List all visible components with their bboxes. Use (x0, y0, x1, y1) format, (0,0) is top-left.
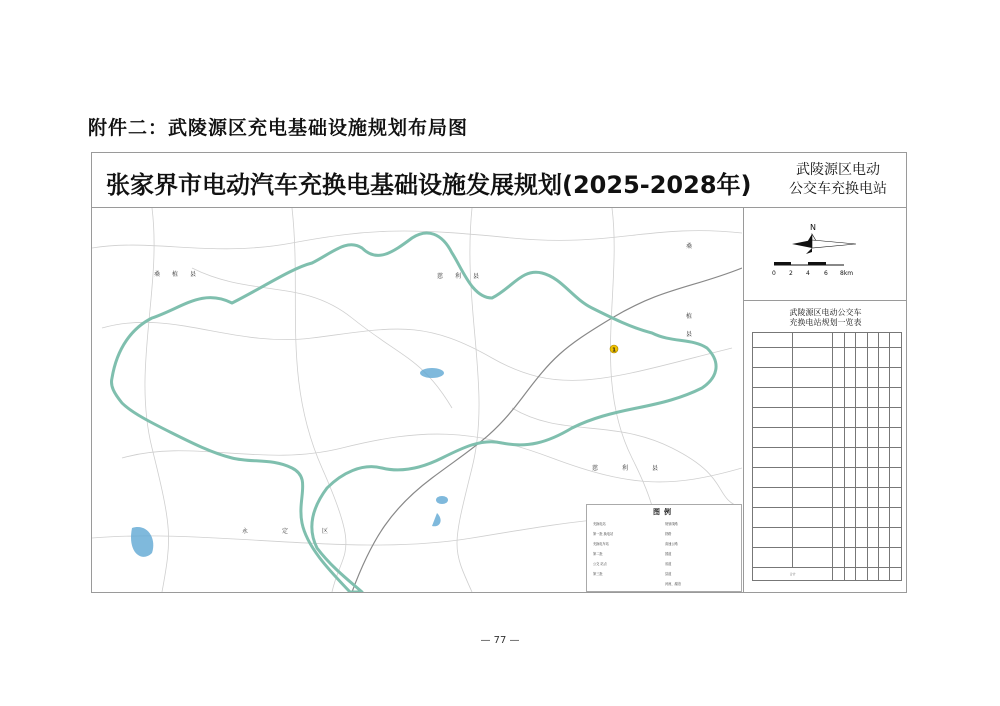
legend-item: 铁路 (665, 532, 672, 536)
legend-item: 县道 (665, 572, 672, 576)
map-legend (586, 504, 742, 592)
table-row (753, 368, 902, 388)
table-row (753, 528, 902, 548)
table-row (753, 448, 902, 468)
station-table-title-line-1: 武陵源区电动公交车 (789, 308, 862, 317)
subtitle-line-1: 武陵源区电动 (796, 162, 880, 178)
north-arrow-and-scale (744, 208, 907, 300)
legend-item: 第三批 (593, 572, 603, 576)
table-header-row (753, 333, 902, 348)
county-label-cili-south-2: 利 (622, 465, 635, 472)
legend-item: 公交 站点 (593, 562, 607, 566)
station-table-title-line-2: 充换电站规划一览表 (789, 318, 862, 327)
county-label-cili-1: 慈 (437, 273, 450, 280)
legend-item: 充换电车站 (593, 542, 609, 546)
map-frame (91, 152, 907, 593)
legend-title: 图例 (653, 508, 675, 516)
table-row (753, 428, 902, 448)
north-arrow-box (744, 208, 907, 301)
table-row (753, 348, 902, 368)
map-text-labels (154, 242, 698, 535)
county-label-sangzhi-2: 植 (172, 271, 185, 278)
county-label-cili-south-3: 县 (652, 465, 665, 472)
table-row (753, 468, 902, 488)
county-label-yongding-2: 定 (282, 528, 295, 535)
attachment-title: 附件二：武陵源区充电基础设施规划布局图 (88, 117, 469, 139)
table-row (753, 408, 902, 428)
county-label-yongding-1: 永 (242, 528, 255, 535)
county-label-cili-south-1: 慈 (592, 465, 605, 472)
station-marker-number: 1 (612, 347, 616, 354)
county-label-east-2: 植 (686, 313, 699, 320)
station-table (752, 332, 902, 581)
legend-item: 第一批 换电站 (593, 532, 614, 536)
table-row (753, 488, 902, 508)
table-row (753, 548, 902, 568)
county-label-east-1: 桑 (686, 243, 699, 250)
county-label-sangzhi-1: 桑 (154, 271, 167, 278)
map-header (92, 153, 906, 208)
side-panel (743, 208, 907, 592)
legend-item: 高速公路 (665, 542, 678, 546)
legend-item: 充换电站 (593, 522, 606, 526)
legend-item: 规划线路 (665, 522, 678, 526)
scale-tick-0: 0 (772, 270, 776, 277)
scale-tick-4: 4 (806, 270, 810, 277)
subtitle-line-2: 公交车充换电站 (789, 181, 887, 197)
legend-item: 第二批 (593, 552, 603, 556)
page-number: — 77 — (480, 635, 520, 646)
table-total-label: 合计 (753, 568, 833, 581)
legend-item: 河流、湖泊 (665, 582, 681, 586)
charging-station-marker[interactable] (610, 345, 618, 354)
map-subtitle (774, 161, 902, 199)
legend-item: 国道 (665, 552, 672, 556)
table-total-row (753, 568, 902, 581)
county-label-sangzhi-3: 县 (190, 271, 203, 278)
scale-tick-6: 6 (824, 270, 828, 277)
county-label-cili-3: 县 (473, 273, 486, 280)
county-label-east-3: 县 (686, 331, 699, 338)
county-label-yongding-3: 区 (322, 528, 335, 535)
north-label: N (810, 223, 816, 232)
scale-tick-8km: 8km (840, 270, 854, 277)
county-label-cili-2: 利 (455, 273, 468, 280)
map-main-title: 张家界市电动汽车充换电基础设施发展规划(2025-2028年) (106, 171, 752, 199)
legend-item: 省道 (665, 562, 672, 566)
station-table-title (744, 308, 907, 328)
scale-tick-2: 2 (789, 270, 793, 277)
table-row (753, 508, 902, 528)
map-canvas (92, 208, 742, 592)
table-row (753, 388, 902, 408)
